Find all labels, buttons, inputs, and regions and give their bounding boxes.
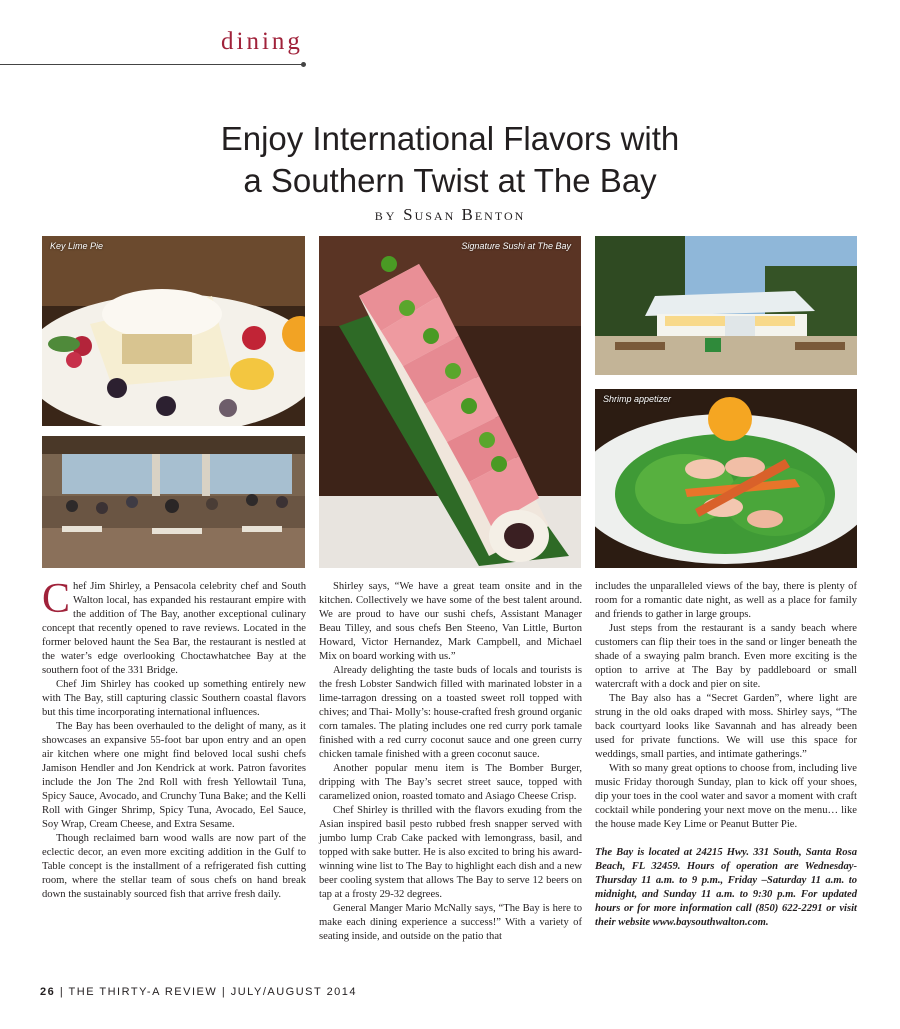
- article-headline: [0, 118, 900, 202]
- article-paragraph: General Manger Mario McNally says, “The Bay is here to make each dining experience a success!” With a variety of seating inside, and outside on the patio that: [319, 903, 582, 942]
- section-divider-dot: [301, 62, 306, 67]
- caption-signature-sushi: Signature Sushi at The Bay: [461, 241, 571, 251]
- headline-line-2: a Southern Twist at The Bay: [243, 162, 657, 199]
- footer-separator: |: [59, 986, 65, 998]
- article-column-2: [319, 580, 582, 944]
- section-divider: [0, 64, 303, 65]
- photo-restaurant-exterior: [595, 236, 857, 375]
- page-footer: [40, 986, 357, 998]
- paragraph-text: hef Jim Shirley, a Pensacola celebrity chef and South Walton local, has expanded his restaurant empire with the addition of The Bay, another exceptional culinary concept that recently opened to rave reviews. Located in the former beloved haunt the Sea Bar, the restaurant is nestled at the water’s edge overlooking Choctawhatchee Bay at the southern foot of the 331 Bridge.: [42, 581, 306, 676]
- byline-prefix: BY: [374, 209, 398, 223]
- article-paragraph: Chef Shirley is thrilled with the flavors exuding from the Asian inspired basil pesto rubbed fresh snapper served with jumbo lump Crab Cake packed with lemongrass, basil, and topped with sake butter. He is also excited to bring his award-winning wine list to The Bay to highlight each dish and a new beer cooling system that allows The Bay to serve 12 beers on tap at a frosty 29-32 degrees.: [319, 805, 582, 900]
- photo-signature-sushi: [319, 236, 581, 568]
- photo-dining-room: [42, 436, 305, 568]
- photo-shrimp-appetizer: [595, 389, 857, 568]
- article-paragraph: Already delighting the taste buds of locals and tourists is the fresh Lobster Sandwich filled with marinated lobster in a lime-tarragon dressing on a toasted sweet roll topped with chives; and Thai- Molly’s: house-crafted fresh ground organic corn tamales. The plating includes one red curry pork tamale finished with a red curry coconut sauce and one green curry chicken tamale finished with a green coconut sauce.: [319, 665, 582, 760]
- caption-key-lime-pie: Key Lime Pie: [50, 241, 104, 251]
- article-paragraph: Chef Jim Shirley has cooked up something entirely new with The Bay, still capturing classic Southern coastal flavors but this time incorporating international influences.: [42, 679, 306, 718]
- drop-cap: C: [42, 576, 71, 622]
- photo-key-lime-pie: [42, 236, 305, 426]
- article-paragraph: [42, 576, 306, 678]
- article-paragraph: Shirley says, “We have a great team onsite and in the kitchen. Collectively we have some of the best talent around. We are proud to have our sushi chefs, Assistant Manager Beau Tilley, and sous chefs Ben Steeno, Van Little, Burton Howard, Victor Hernandez, Mark Campbell, and Michael Mix on board working with us.”: [319, 581, 582, 662]
- section-label: dining: [221, 28, 303, 55]
- article-paragraph: includes the unparalleled views of the bay, there is plenty of room for a romantic date night, as well as a place for family and friends to gather in large groups.: [595, 581, 857, 620]
- footer-separator: |: [221, 986, 227, 998]
- article-column-3: [595, 580, 857, 930]
- restaurant-info: The Bay is located at 24215 Hwy. 331 South, Santa Rosa Beach, FL 32459. Hours of operation are Wednesday-Thursday 11 a.m. to 9 p.m., Friday –Saturday 11 a.m. to midnight, and Sunday 11 a.m. to 9:30 p.m. For updated hours or for more information call (850) 622-2291 or visit their website www.baysouthwalton.com.: [595, 847, 857, 928]
- article-paragraph: The Bay also has a “Secret Garden”, where light are strung in the old oaks draped with moss. Shirley says, “The back courtyard looks like Savannah and has already been used for private functions. We will use this space for weddings, small parties, and intimate gatherings.”: [595, 693, 857, 760]
- article-paragraph: With so many great options to choose from, including live music Friday thorough Sunday, plan to kick off your shoes, dip your toes in the cool water and savor a moment with craft cocktail while pondering your next move on the menu… like the house made Key Lime or Peanut Butter Pie.: [595, 763, 857, 830]
- byline: [0, 205, 900, 225]
- caption-shrimp-appetizer: Shrimp appetizer: [603, 394, 672, 404]
- article-paragraph: The Bay has been overhauled to the delight of many, as it showcases an expansive 55-foot bar upon entry and an open air kitchen where one might find beloved local sushi chefs Jamison Hendler and Jon Kendrick at work. Patron favorites include the Jon The 2nd Roll with fresh Yellowtail Tuna, Spicy Sauce, Avocado, and Crunchy Tuna Bake; and the Kelli Roll with Ginger Shrimp, Spicy Tuna, Avocado, Eel Sauce, Soy Wrap, Cream Cheese, and Extra Sesame.: [42, 721, 306, 830]
- article-paragraph: Though reclaimed barn wood walls are now part of the eclectic decor, an even more exciting addition in the Gulf to Table concept is the installment of a refrigerated fish cutting room, where the stellar team of sous chefs on hand break down the sustainably sourced fish that arrive fresh daily.: [42, 833, 306, 900]
- article-paragraph: Another popular menu item is The Bomber Burger, dripping with The Bay’s secret street sauce, topped with caramelized onion, roasted tomato and Asiago Cheese Crisp.: [319, 763, 582, 802]
- article-paragraph: Just steps from the restaurant is a sandy beach where customers can flip their toes in the sand or linger beneath the shade of a swaying palm branch. Even more exciting is the option to arrive at The Bay by paddleboard or small watercraft with a dock and pier on site.: [595, 623, 857, 690]
- byline-author: Susan Benton: [403, 205, 526, 224]
- article-column-1: [42, 576, 306, 902]
- publication-name: THE THIRTY-A REVIEW: [68, 986, 218, 998]
- headline-line-1: Enjoy International Flavors with: [220, 120, 680, 157]
- issue-date: JULY/AUGUST 2014: [230, 986, 358, 998]
- page-number: 26: [40, 986, 56, 998]
